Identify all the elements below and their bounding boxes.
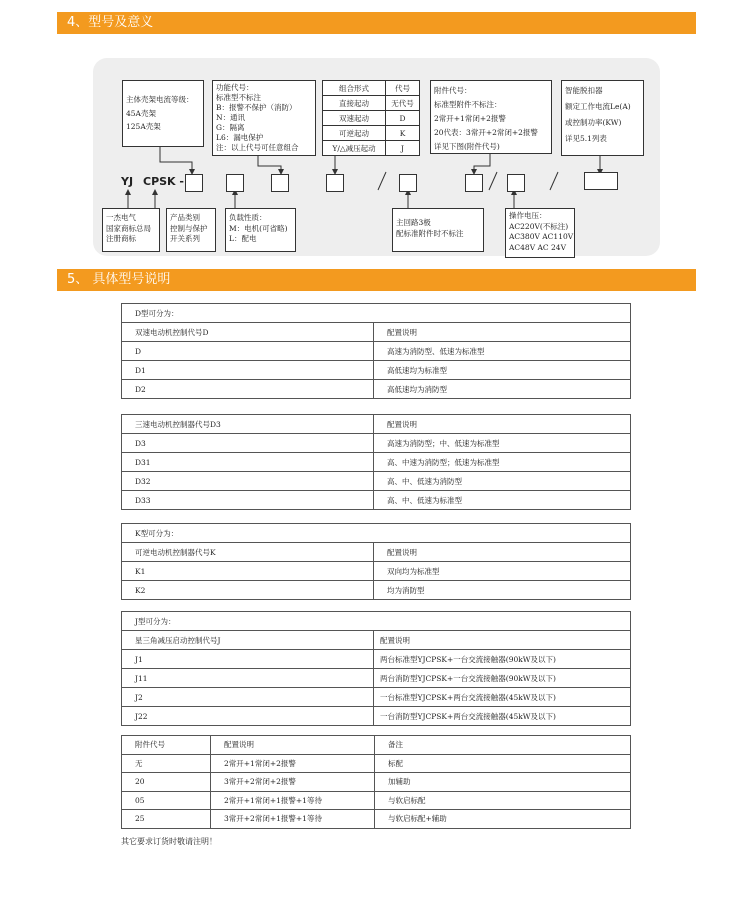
- table-cell: 与软启标配+辅助: [375, 810, 631, 829]
- table-cell: 无: [122, 754, 211, 773]
- operating-voltage-line: AC48V AC 24V: [509, 242, 566, 252]
- product-category-line: 控制与保护: [170, 223, 208, 233]
- table-d3-type: [121, 414, 631, 510]
- combo-code: K: [386, 126, 420, 141]
- product-category-line: 产品类别: [170, 213, 200, 222]
- table-cell: 双向均为标准型: [374, 562, 631, 581]
- main-circuit-line: 主回路3极: [396, 218, 431, 227]
- smart-trip-line: 或控制功率(KW): [565, 118, 622, 127]
- product-category-box: [166, 208, 216, 252]
- table-cell: 两台消防型YJCPSK+一台交流接触器(90kW及以下): [374, 669, 631, 688]
- combo-form: 直接起动: [323, 96, 386, 111]
- smart-trip-line: 智能脱扣器: [565, 86, 603, 95]
- model-code-yj: YJ: [121, 175, 134, 188]
- combo-header-code: 代号: [386, 81, 420, 96]
- combo-form: 双速起动: [323, 111, 386, 126]
- load-type-box: [225, 208, 296, 252]
- load-type-line: M：电机(可省略): [229, 223, 288, 233]
- table-cell: D2: [122, 380, 374, 399]
- table-cell: D32: [122, 472, 374, 491]
- table-cell: D33: [122, 491, 374, 510]
- table-cell: 05: [122, 791, 211, 810]
- operating-voltage-box: [505, 208, 575, 258]
- table-header: 配置说明: [374, 543, 631, 562]
- table-caption: J型可分为：: [122, 612, 631, 631]
- code-slot-poles: [399, 174, 417, 192]
- accessory-code-box: [430, 80, 552, 154]
- accessory-code-line: 标准型附件不标注：: [434, 100, 502, 109]
- table-cell: K1: [122, 562, 374, 581]
- frame-current-line: 45A壳架: [126, 108, 156, 118]
- table-cell: 高低速均为标准型: [374, 361, 631, 380]
- frame-current-box: [122, 80, 204, 147]
- function-code-line: 标准型不标注: [216, 93, 261, 102]
- table-cell: 两台标准型YJCPSK+一台交流接触器(90kW及以下): [374, 650, 631, 669]
- combo-code: 无代号: [386, 96, 420, 111]
- table-cell: D31: [122, 453, 374, 472]
- table-cell: J2: [122, 688, 374, 707]
- code-slot-frame: [185, 174, 203, 192]
- table-accessory-codes: [121, 735, 631, 829]
- product-category-line: 开关系列: [170, 234, 200, 243]
- table-header: 备注: [375, 736, 631, 755]
- table-cell: 20: [122, 773, 211, 792]
- table-cell: J11: [122, 669, 374, 688]
- table-cell: 标配: [375, 754, 631, 773]
- accessory-code-line: 20代表：3常开+2常闭+2报警: [434, 128, 538, 137]
- load-type-line: L：配电: [229, 234, 257, 243]
- code-slot-combination: [326, 174, 344, 192]
- combo-code: J: [386, 141, 420, 156]
- operating-voltage-line: AC380V AC110V: [509, 232, 574, 241]
- table-cell: 高、中速为消防型；低速为标准型: [374, 453, 631, 472]
- smart-trip-line: 详见5.1列表: [565, 134, 607, 143]
- function-code-line: N：通讯: [216, 113, 246, 122]
- load-type-line: 负载性质：: [229, 213, 267, 222]
- accessory-code-line: 附件代号：: [434, 86, 472, 95]
- table-header: 配置说明: [374, 415, 631, 434]
- table-cell: 3常开+2常闭+1报警+1等待: [211, 810, 375, 829]
- combo-header-form: 组合形式: [323, 81, 386, 96]
- table-cell: 一台标准型YJCPSK+两台交流接触器(45kW及以下): [374, 688, 631, 707]
- code-slot-current: [584, 172, 618, 190]
- table-cell: 加辅助: [375, 773, 631, 792]
- table-cell: 25: [122, 810, 211, 829]
- table-cell: 一台消防型YJCPSK+两台交流接触器(45kW及以下): [374, 707, 631, 726]
- operating-voltage-line: AC220V(不标注): [509, 221, 569, 231]
- table-cell: 高、中、低速为消防型: [374, 472, 631, 491]
- function-code-box: [212, 80, 316, 156]
- table-cell: 均为消防型: [374, 581, 631, 600]
- function-code-line: G：隔离: [216, 123, 245, 132]
- frame-current-line: 主体壳架电流等级：: [126, 95, 194, 104]
- main-circuit-box: [392, 208, 484, 252]
- table-header: 配置说明: [211, 736, 375, 755]
- table-cell: 高低速均为消防型: [374, 380, 631, 399]
- table-header: 三速电动机控制器代号D3: [122, 415, 374, 434]
- trademark-line: 国家商标总局: [106, 223, 151, 233]
- order-note: 其它要求订货时敬请注明！: [121, 837, 217, 846]
- trademark-line: 一杰电气: [106, 213, 136, 222]
- main-circuit-line: 配标准附件时不标注: [396, 228, 464, 238]
- table-header: 可逆电动机控制器代号K: [122, 543, 374, 562]
- code-slot-function: [271, 174, 289, 192]
- table-cell: D1: [122, 361, 374, 380]
- function-code-line: 功能代号：: [216, 83, 254, 92]
- smart-trip-box: [561, 80, 644, 156]
- table-d-type: [121, 303, 631, 399]
- table-cell: J22: [122, 707, 374, 726]
- table-k-type: [121, 523, 631, 600]
- table-header: 附件代号: [122, 736, 211, 755]
- table-cell: 2常开+1常闭+2报警: [211, 754, 375, 773]
- combination-table: [322, 80, 420, 156]
- table-j-type: [121, 611, 631, 726]
- table-cell: D3: [122, 434, 374, 453]
- trademark-box: [102, 208, 160, 252]
- operating-voltage-line: 操作电压：: [509, 211, 547, 220]
- smart-trip-line: 额定工作电流Le(A): [565, 102, 631, 111]
- table-cell: D: [122, 342, 374, 361]
- table-cell: 高速为消防型、低速为标准型: [374, 342, 631, 361]
- code-slot-load: [226, 174, 244, 192]
- table-header: 配置说明: [374, 323, 631, 342]
- table-cell: 高速为消防型；中、低速为标准型: [374, 434, 631, 453]
- table-header: 星三角减压启动控制代号J: [122, 631, 374, 650]
- table-cell: 与软启标配: [375, 791, 631, 810]
- code-slot-accessory: [465, 174, 483, 192]
- section-5-header: 5、 具体型号说明: [57, 269, 696, 291]
- combo-code: D: [386, 111, 420, 126]
- function-code-line: 注：以上代号可任意组合: [216, 143, 299, 152]
- combo-form: Y/△减压起动: [323, 141, 386, 156]
- table-cell: 高、中、低速为标准型: [374, 491, 631, 510]
- model-code-cpsk: CPSK -: [143, 175, 184, 188]
- combo-form: 可逆起动: [323, 126, 386, 141]
- table-header: 双速电动机控制代号D: [122, 323, 374, 342]
- table-caption: D型可分为：: [122, 304, 631, 323]
- table-header: 配置说明: [374, 631, 631, 650]
- table-cell: 2常开+1常闭+1报警+1等待: [211, 791, 375, 810]
- function-code-line: B：报警不保护（消防）: [216, 103, 297, 112]
- table-caption: K型可分为：: [122, 524, 631, 543]
- accessory-code-line: 2常开+1常闭+2报警: [434, 114, 506, 123]
- code-slot-voltage: [507, 174, 525, 192]
- function-code-line: L6：漏电保护: [216, 133, 264, 142]
- frame-current-line: 125A壳架: [126, 122, 161, 131]
- table-cell: 3常开+2常闭+2报警: [211, 773, 375, 792]
- section-4-header: 4、型号及意义: [57, 12, 696, 34]
- table-cell: K2: [122, 581, 374, 600]
- table-cell: J1: [122, 650, 374, 669]
- accessory-code-line: 详见下图(附件代号): [434, 142, 500, 151]
- trademark-line: 注册商标: [106, 234, 136, 243]
